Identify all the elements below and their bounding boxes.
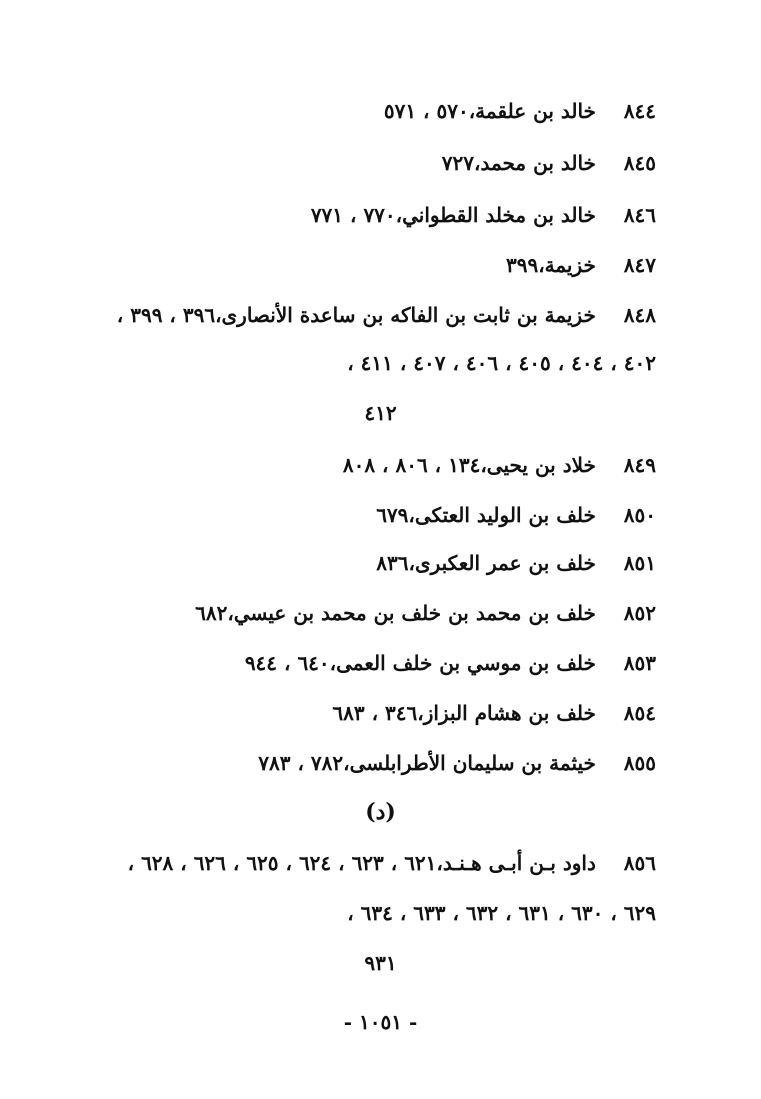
index-entry bbox=[258, 746, 656, 780]
entry-continuation: ٤٠٢ ، ٤٠٤ ، ٤٠٥ ، ٤٠٦ ، ٤٠٧ ، ٤١١ ، bbox=[347, 351, 656, 375]
entry-text: داود بـن أبـى هـنـد،٦٢١ ، ٦٢٣ ، ٦٢٤ ، ٦٢٥ ، ٦٢٦ ، ٦٢٨ ، bbox=[127, 851, 596, 875]
entry-number: ٨٥٢ bbox=[623, 601, 656, 625]
index-entry bbox=[195, 596, 656, 630]
entry-number: ٨٤٥ bbox=[623, 151, 656, 175]
index-entry bbox=[376, 546, 656, 580]
entry-continuation: ٦٢٩ ، ٦٣٠ ، ٦٣١ ، ٦٣٢ ، ٦٣٣ ، ٦٣٤ ، bbox=[347, 901, 656, 925]
entry-text: خزيمة بن ثابت بن الفاكه بن ساعدة الأنصارى،٣٩٦ ، ٣٩٩ ، bbox=[116, 303, 596, 327]
entry-text: خلف بن هشام البزاز،٣٤٦ ، ٦٨٣ bbox=[332, 701, 596, 725]
index-entry bbox=[117, 298, 656, 332]
index-entry bbox=[245, 646, 656, 680]
entry-text: خالد بن محمد،٧٢٧ bbox=[441, 151, 596, 175]
entry-continuation: ٤١٢ bbox=[364, 401, 397, 425]
index-entry bbox=[376, 498, 656, 532]
entry-text: خالد بن مخلد القطواني،٧٧٠ ، ٧٧١ bbox=[310, 203, 596, 227]
index-entry bbox=[332, 696, 656, 730]
entry-number: ٨٥١ bbox=[623, 551, 656, 575]
index-entry bbox=[506, 248, 656, 282]
entry-number: ٨٤٧ bbox=[623, 253, 656, 277]
entry-number: ٨٤٨ bbox=[623, 303, 656, 327]
entry-text: خزيمة،٣٩٩ bbox=[505, 253, 596, 277]
index-entry bbox=[384, 94, 656, 128]
index-entry bbox=[442, 146, 656, 180]
entry-text: خيثمة بن سليمان الأطرابلسى،٧٨٢ ، ٧٨٣ bbox=[258, 751, 596, 775]
entry-number: ٨٥٦ bbox=[623, 851, 656, 875]
index-entry bbox=[311, 198, 656, 232]
entry-text: خلاد بن يحيى،١٣٤ ، ٨٠٦ ، ٨٠٨ bbox=[342, 453, 596, 477]
page-number: - ١٠٥١ - bbox=[343, 1010, 418, 1034]
entry-number: ٨٤٩ bbox=[623, 453, 656, 477]
entry-number: ٨٤٤ bbox=[623, 99, 656, 123]
entry-text: خلف بن موسي بن خلف العمى،٦٤٠ ، ٩٤٤ bbox=[244, 651, 596, 675]
entry-number: ٨٥٤ bbox=[623, 701, 656, 725]
entry-continuation: ٩٣١ bbox=[364, 951, 397, 975]
entry-number: ٨٥٠ bbox=[623, 503, 656, 527]
entry-text: خالد بن علقمة،٥٧٠ ، ٥٧١ bbox=[383, 99, 596, 123]
entry-number: ٨٤٦ bbox=[623, 203, 656, 227]
index-entry bbox=[128, 846, 656, 880]
entry-number: ٨٥٥ bbox=[623, 751, 656, 775]
entry-text: خلف بن الوليد العتكى،٦٧٩ bbox=[376, 503, 596, 527]
section-heading: (د) bbox=[365, 799, 396, 825]
index-entry bbox=[343, 448, 656, 482]
entry-number: ٨٥٣ bbox=[623, 651, 656, 675]
entry-text: خلف بن عمر العكبرى،٨٣٦ bbox=[376, 551, 596, 575]
entry-text: خلف بن محمد بن خلف بن محمد بن عيسي،٦٨٢ bbox=[195, 601, 596, 625]
